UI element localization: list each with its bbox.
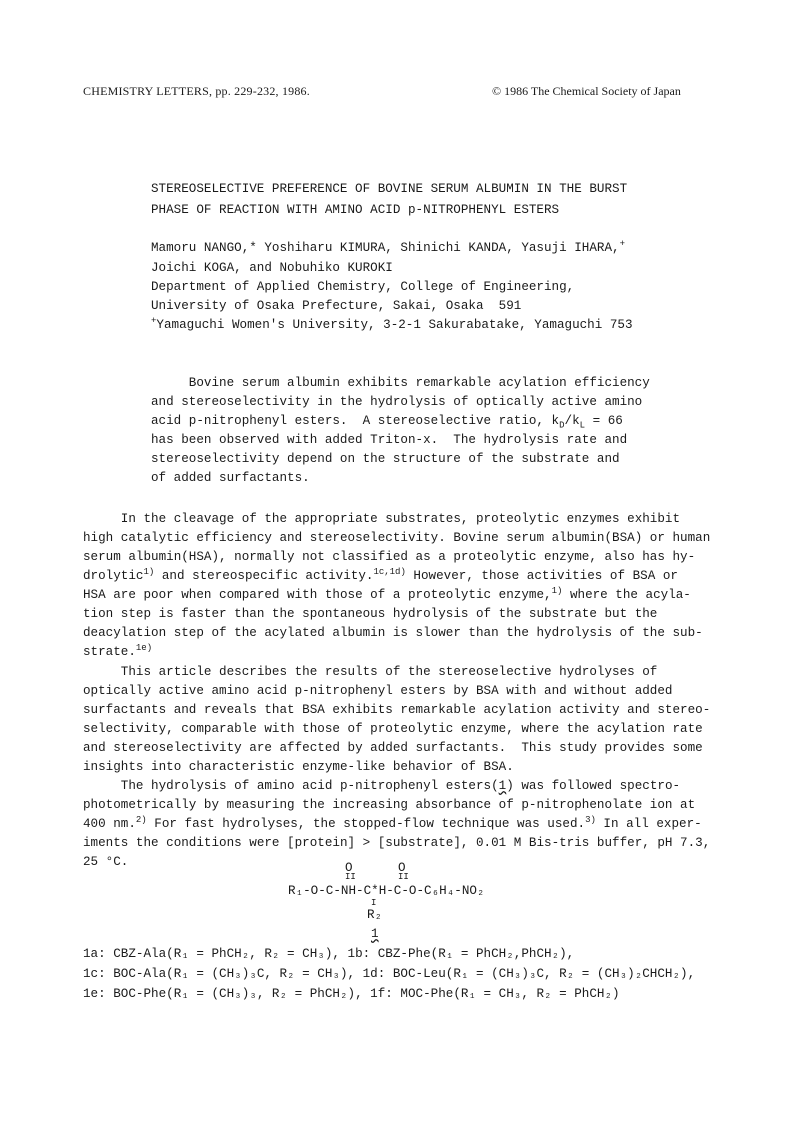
abstract-line-2: and stereoselectivity in the hydrolysis of optically active amino [151,395,643,409]
journal-citation: CHEMISTRY LETTERS, pp. 229-232, 1986. [83,84,310,98]
body-text: 400 nm. [83,817,136,831]
body-p3-line-4: iments the conditions were [protein] > [substrate], 0.01 M Bis-tris buffer, pH 7.3, [83,836,711,850]
compound-list-row-2: 1c: BOC-Ala(R₁ = (CH₃)₃C, R₂ = CH₃), 1d: BOC-Leu(R₁ = (CH₃)₃C, R₂ = (CH₃)₂CHCH₂), [83,967,696,981]
body-text: strate. [83,645,136,659]
compound-label: 1 [371,927,379,941]
body-p3-line-5: 25 °C. [83,855,129,869]
abstract-text: /k [564,414,580,428]
structure-formula: R₁-O-C-NH-C*H-C-O-C₆H₄-NO₂ [288,884,485,898]
single-bond: I [371,898,377,908]
affiliation-line-3 [151,315,633,332]
abstract-text: = 66 [585,414,623,428]
footnote-ref: 1) [551,585,563,596]
body-p1-line-8 [83,642,153,659]
paper-title-line-1: STEREOSELECTIVE PREFERENCE OF BOVINE SERUM ALBUMIN IN THE BURST [151,182,628,196]
double-bond-1: II [345,872,356,882]
compound-list-row-1: 1a: CBZ-Ala(R₁ = PhCH₂, R₂ = CH₃), 1b: CBZ-Phe(R₁ = PhCH₂,PhCH₂), [83,947,575,961]
author-line-2: Joichi KOGA, and Nobuhiko KUROKI [151,261,393,275]
abstract-line-1: Bovine serum albumin exhibits remarkable acylation efficiency [151,376,650,390]
body-text: and stereospecific activity. [154,569,374,583]
body-p1-line-1: In the cleavage of the appropriate substrates, proteolytic enzymes exhibit [83,512,681,526]
abstract-line-6: of added surfactants. [151,471,310,485]
subscript-d: D [559,420,565,431]
abstract-line-3 [151,414,623,431]
abstract-text: acid p-nitrophenyl esters. A stereoselective ratio, k [151,414,560,428]
body-p2-line-2: optically active amino acid p-nitrophenyl esters by BSA with and without added [83,684,673,698]
body-text: In all exper- [595,817,702,831]
abstract-line-5: stereoselectivity depend on the structure of the substrate and [151,452,620,466]
double-bond-2: II [398,872,409,882]
dagger-mark: + [151,315,157,326]
body-text: ) was followed spectro- [506,779,681,793]
body-p3-line-1 [83,780,680,793]
body-p1-line-7: deacylation step of the acylated albumin is slower than the hydrolysis of the sub- [83,626,703,640]
body-text: However, those activities of BSA or [405,569,678,583]
footnote-ref: 1c,1d) [373,566,406,577]
affiliation-line-1: Department of Applied Chemistry, College of Engineering, [151,280,575,294]
body-text: HSA are poor when compared with those of a proteolytic enzyme, [83,588,552,602]
body-text: The hydrolysis of amino acid p-nitrophenyl esters( [83,779,499,793]
body-p1-line-6: tion step is faster than the spontaneous hydrolysis of the substrate but the [83,607,658,621]
body-text: For fast hydrolyses, the stopped-flow technique was used. [146,817,586,831]
body-p1-line-2: high catalytic efficiency and stereoselectivity. Bovine serum albumin(BSA) or human [83,531,711,545]
compound-list-row-3: 1e: BOC-Phe(R₁ = (CH₃)₃, R₂ = PhCH₂), 1f: MOC-Phe(R₁ = CH₃, R₂ = PhCH₂) [83,987,620,1001]
footnote-ref: 2) [135,814,147,825]
abstract-line-4: has been observed with added Triton-x. The hydrolysis rate and [151,433,628,447]
footnote-ref: 1) [143,566,155,577]
carbonyl-oxygen-2: O [398,861,406,875]
body-p3-line-2: photometrically by measuring the increasing absorbance of p-nitrophenolate ion at [83,798,696,812]
compound-ref: 1 [498,779,507,793]
affiliation-text: Yamaguchi Women's University, 3-2-1 Sakurabatake, Yamaguchi 753 [156,318,633,332]
author-names: Mamoru NANGO,* Yoshiharu KIMURA, Shinichi KANDA, Yasuji IHARA, [151,241,620,255]
body-p2-line-3: surfactants and reveals that BSA exhibits remarkable acylation activity and stereo- [83,703,711,717]
body-p1-line-4 [83,566,678,583]
body-p2-line-4: selectivity, comparable with those of proteolytic enzyme, where the acylation rate [83,722,703,736]
body-p2-line-6: insights into characteristic enzyme-like behavior of BSA. [83,760,514,774]
paper-title-line-2: PHASE OF REACTION WITH AMINO ACID p-NITROPHENYL ESTERS [151,203,560,217]
affiliation-line-2: University of Osaka Prefecture, Sakai, Osaka 591 [151,299,522,313]
body-p3-line-3 [83,814,702,831]
body-text: drolytic [83,569,144,583]
body-p2-line-5: and stereoselectivity are affected by added surfactants. This study provides some [83,741,703,755]
body-text: where the acyla- [562,588,691,602]
footnote-ref: 1e) [135,642,153,653]
author-line-1 [151,238,625,255]
carbonyl-oxygen-1: O [345,861,353,875]
dagger-mark: + [619,238,625,249]
body-p1-line-3: serum albumin(HSA), normally not classified as a proteolytic enzyme, also has hy- [83,550,696,564]
copyright-notice: © 1986 The Chemical Society of Japan [492,84,681,98]
body-p1-line-5 [83,585,691,602]
footnote-ref: 3) [585,814,596,825]
r2-substituent: R₂ [367,908,383,922]
body-p2-line-1: This article describes the results of the stereoselective hydrolyses of [83,665,658,679]
subscript-l: L [579,420,586,431]
